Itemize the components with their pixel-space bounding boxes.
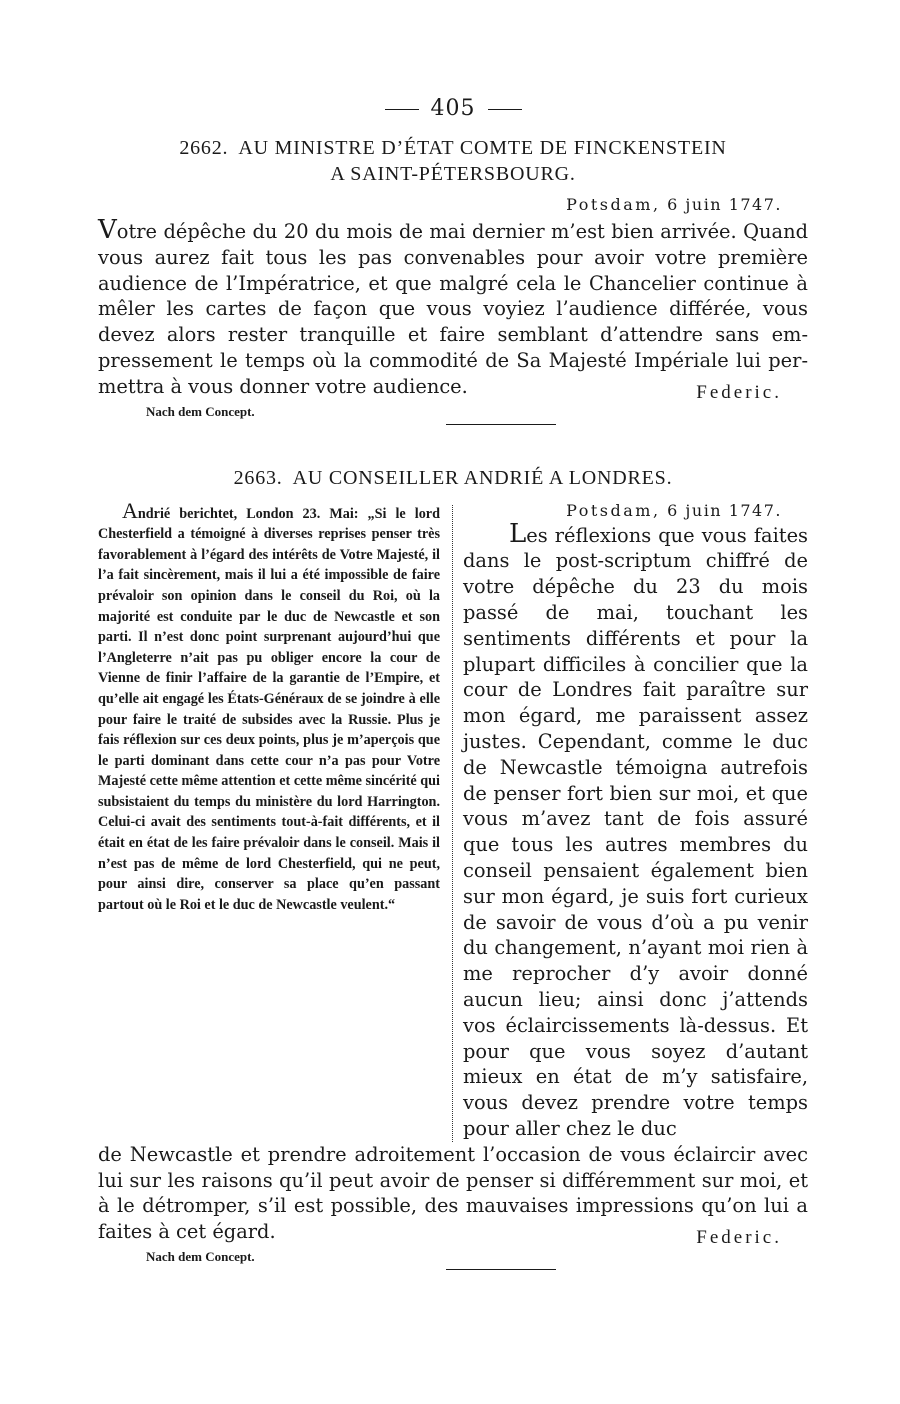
letter-1-signature: Federic. [696,381,782,403]
letter-2-date [463,501,782,520]
letter-1-date-place: Potsdam, [566,195,661,214]
page-number-dash-right [488,109,522,110]
letter-1-heading-line2: A SAINT-PÉTERSBOURG. [330,163,576,185]
letter-1-heading-line1: AU MINISTRE D’ÉTAT COMTE DE FINCKENSTEIN [238,137,727,159]
letter-2-signature: Federic. [696,1226,782,1248]
column-divider [452,505,453,1142]
letter-2-two-column [98,497,808,1142]
letter-1-body [98,215,808,400]
letter-2-number: 2663. [233,466,283,489]
section-divider-1 [446,424,556,425]
page-number-text: 405 [430,96,476,121]
letter-1-date [98,195,782,214]
letter-1-footer [98,381,808,420]
letter-2-date-value: 6 juin 1747. [667,500,782,520]
letter-2-note-dropcap: A [122,497,138,523]
letter-1-date-value: 6 juin 1747. [667,195,782,214]
letter-1-source-note: Nach dem Concept. [146,403,255,419]
letter-2-right-column [463,501,808,1142]
letter-2-note-text: ndrié berichtet, London 23. Mai: „Si le lord Chesterfield a témoigné à diverses reprises penser très favorablement à l’égard des intérêts de Votre Majesté, il l’a fait sincèrement, mais il lui a été impossible de faire prévaloir son opinion dans le conseil du Roi, où la majorité est conduite par le duc de Newcastle et son parti. Il n’est donc point surprenant aujourd’hui que l’Angleterre n’ait pas pu obliger encore la cour de Vienne de finir l’affaire de la garantie de l’Empire, et qu’elle ait engagé les États-Généraux de se joindre à elle pour faire le traité de subsides avec la Russie. Plus je fais réflexion sur ces deux points, plus je m’aperçois que le parti dominant dans cette cour n’a pas pour Votre Majesté cette même attention et cette même sincérité qui subsistaient du temps du ministère du lord Harrington. Celui-ci avait des sentiments tout-à-fait différents, et il était en état de les faire prévaloir dans le conseil. Mais il n’est pas de même de lord Chesterfield, qui ne peut, pour ainsi dire, conserver sa place qu’en passant partout où le Roi et le duc de Newcastle veulent.“ [98,505,440,913]
letter-2-heading [98,465,808,491]
page-number-dash-left [385,109,419,110]
page-number [98,96,808,121]
letter-2-heading-text: AU CONSEILLER ANDRIÉ A LONDRES. [292,466,673,489]
letter-2-body-column-text: es réflexions que vous faites dans le post-scriptum chiffré de votre dépêche du 23 du mois passé de mai, touchant les sentiments différents et pour la plupart difficiles à concilier que la cour de Londres fait paraître sur mon égard, me paraissent assez justes. Cependant, comme le duc de Newcastle témoigna autrefois de penser fort bien sur moi, et que vous m’avez tant de fois assuré que tous les autres membres du conseil pensaient également bien sur mon égard, je suis fort curieux de savoir de vous d’où a pu venir du changement, n’ayant moi rien à me reprocher d’y avoir donné aucun lieu; ainsi donc j’attends vos éclaircissements là-dessus. Et pour que vous soyez d’autant mieux en état de m’y satisfaire, vous devez prendre votre temps pour aller chez le duc [463,523,808,1140]
letter-2-source-note: Nach dem Concept. [146,1248,255,1264]
letter-1-dropcap: V [98,215,117,245]
section-divider-2 [446,1269,556,1270]
letter-2-body-continuation: de Newcastle et prendre adroitement l’occasion de vous éclaircir avec lui sur les raisons qu’il peut avoir de penser si différemment sur moi, et à le détromper, s’il est possible, des mauvaises impressions qu’on lui a faites à cet égard. [98,1142,808,1244]
document-page [98,96,808,1270]
letter-2-body-column [463,518,808,1142]
letter-2-report-note [98,497,440,1142]
letter-1-body-text: otre dépêche du 20 du mois de mai dernier m’est bien arrivée. Quand vous aurez fait tous les pas convenables pour avoir votre première audience de l’Impératrice, et que malgré cela le Chancelier continue à mêler les cartes de façon que vous voyiez l’audience différée, vous devez alors rester tranquille et faire semblant d’attendre sans empressement le temps où la commodité de Sa Majesté Impériale lui permettra à vous donner votre audience. [98,220,808,398]
letter-1-heading [98,135,808,187]
letter-2-date-place: Potsdam, [566,500,661,520]
letter-2-footer [98,1226,808,1265]
letter-1-number: 2662. [179,137,229,159]
letter-2-dropcap: L [509,518,527,549]
